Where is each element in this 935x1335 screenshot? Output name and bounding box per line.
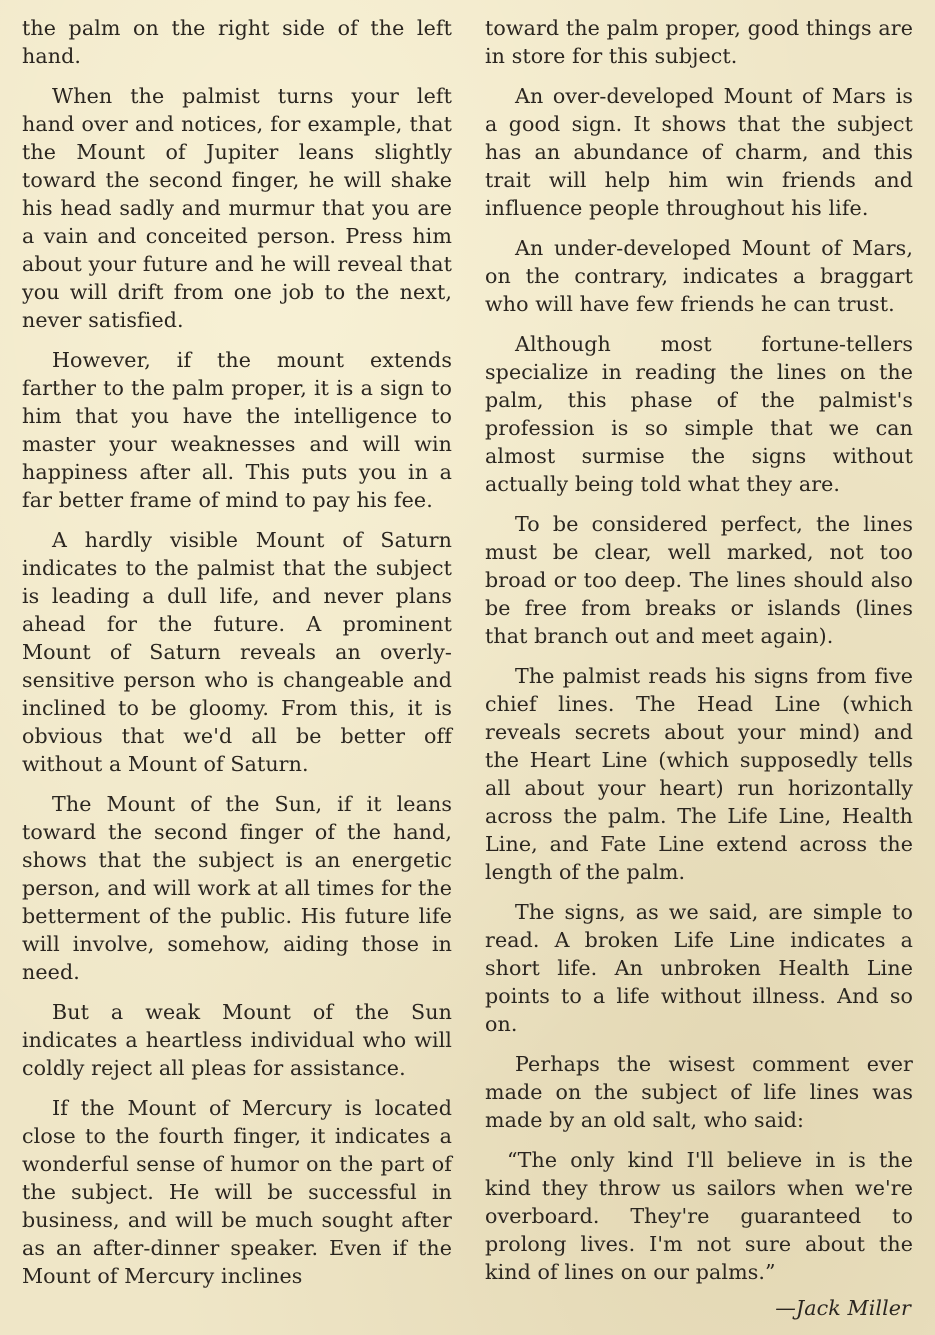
paragraph: A hardly visible Mount of Saturn indicates to the palmist that the subject is leading a dull life, and never plans ahead for the future. A prominent Mount of Saturn reveals an overly-sensitive person who is changeable and inclined to be gloomy. From this, it is obvious that we'd all be better off without a Mount of Saturn. (22, 528, 452, 776)
quote-paragraph: “The only kind I'll believe in is the kind they throw us sailors when we're overboard. They're guaranteed to prolong lives. I'm not sure about the kind of lines on our palms.” (485, 1148, 913, 1284)
paragraph: When the palmist turns your left hand over and notices, for example, that the Mount of Jupiter leans slightly toward the second finger, he will shake his head sadly and murmur that you are a vain and conceited person. Press him about your future and he will reveal that you will drift from one job to the next, never satisfied. (22, 84, 452, 332)
left-column (22, 14, 452, 1302)
paragraph: Perhaps the wisest comment ever made on the subject of life lines was made by an old salt, who said: (485, 1052, 913, 1132)
paragraph: However, if the mount extends farther to the palm proper, it is a sign to him that you have the intelligence to master your weaknesses and will win happiness after all. This puts you in a far better frame of mind to pay his fee. (22, 348, 452, 512)
paragraph: If the Mount of Mercury is located close to the fourth finger, it indicates a wonderful sense of humor on the part of the subject. He will be successful in business, and will be much sought after as an after-dinner speaker. Even if the Mount of Mercury inclines (22, 1096, 452, 1288)
author-signature: —Jack Miller (775, 1296, 911, 1320)
paragraph: The Mount of the Sun, if it leans toward the second finger of the hand, shows that the subject is an energetic person, and will work at all times for the betterment of the public. His future life will involve, somehow, aiding those in need. (22, 792, 452, 984)
paragraph: toward the palm proper, good things are in store for this subject. (485, 16, 913, 68)
paragraph: An over-developed Mount of Mars is a good sign. It shows that the subject has an abundance of charm, and this trait will help him win friends and influence people throughout his life. (485, 84, 913, 220)
paragraph: The palmist reads his signs from five chief lines. The Head Line (which reveals secrets about your mind) and the Heart Line (which supposedly tells all about your heart) run horizontally across the palm. The Life Line, Health Line, and Fate Line extend across the length of the palm. (485, 664, 913, 884)
paragraph: Although most fortune-tellers specialize in reading the lines on the palm, this phase of the palmist's profession is so simple that we can almost surmise the signs without actually being told what they are. (485, 332, 913, 496)
paragraph: To be considered perfect, the lines must be clear, well marked, not too broad or too deep. The lines should also be free from breaks or islands (lines that branch out and meet again). (485, 512, 913, 648)
paragraph: the palm on the right side of the left hand. (22, 16, 452, 68)
right-column (485, 14, 913, 1322)
paragraph: The signs, as we said, are simple to read. A broken Life Line indicates a short life. An unbroken Health Line points to a life without illness. And so on. (485, 900, 913, 1036)
paragraph: An under-developed Mount of Mars, on the contrary, indicates a braggart who will have few friends he can trust. (485, 236, 913, 316)
paragraph: But a weak Mount of the Sun indicates a heartless individual who will coldly reject all pleas for assistance. (22, 1000, 452, 1080)
